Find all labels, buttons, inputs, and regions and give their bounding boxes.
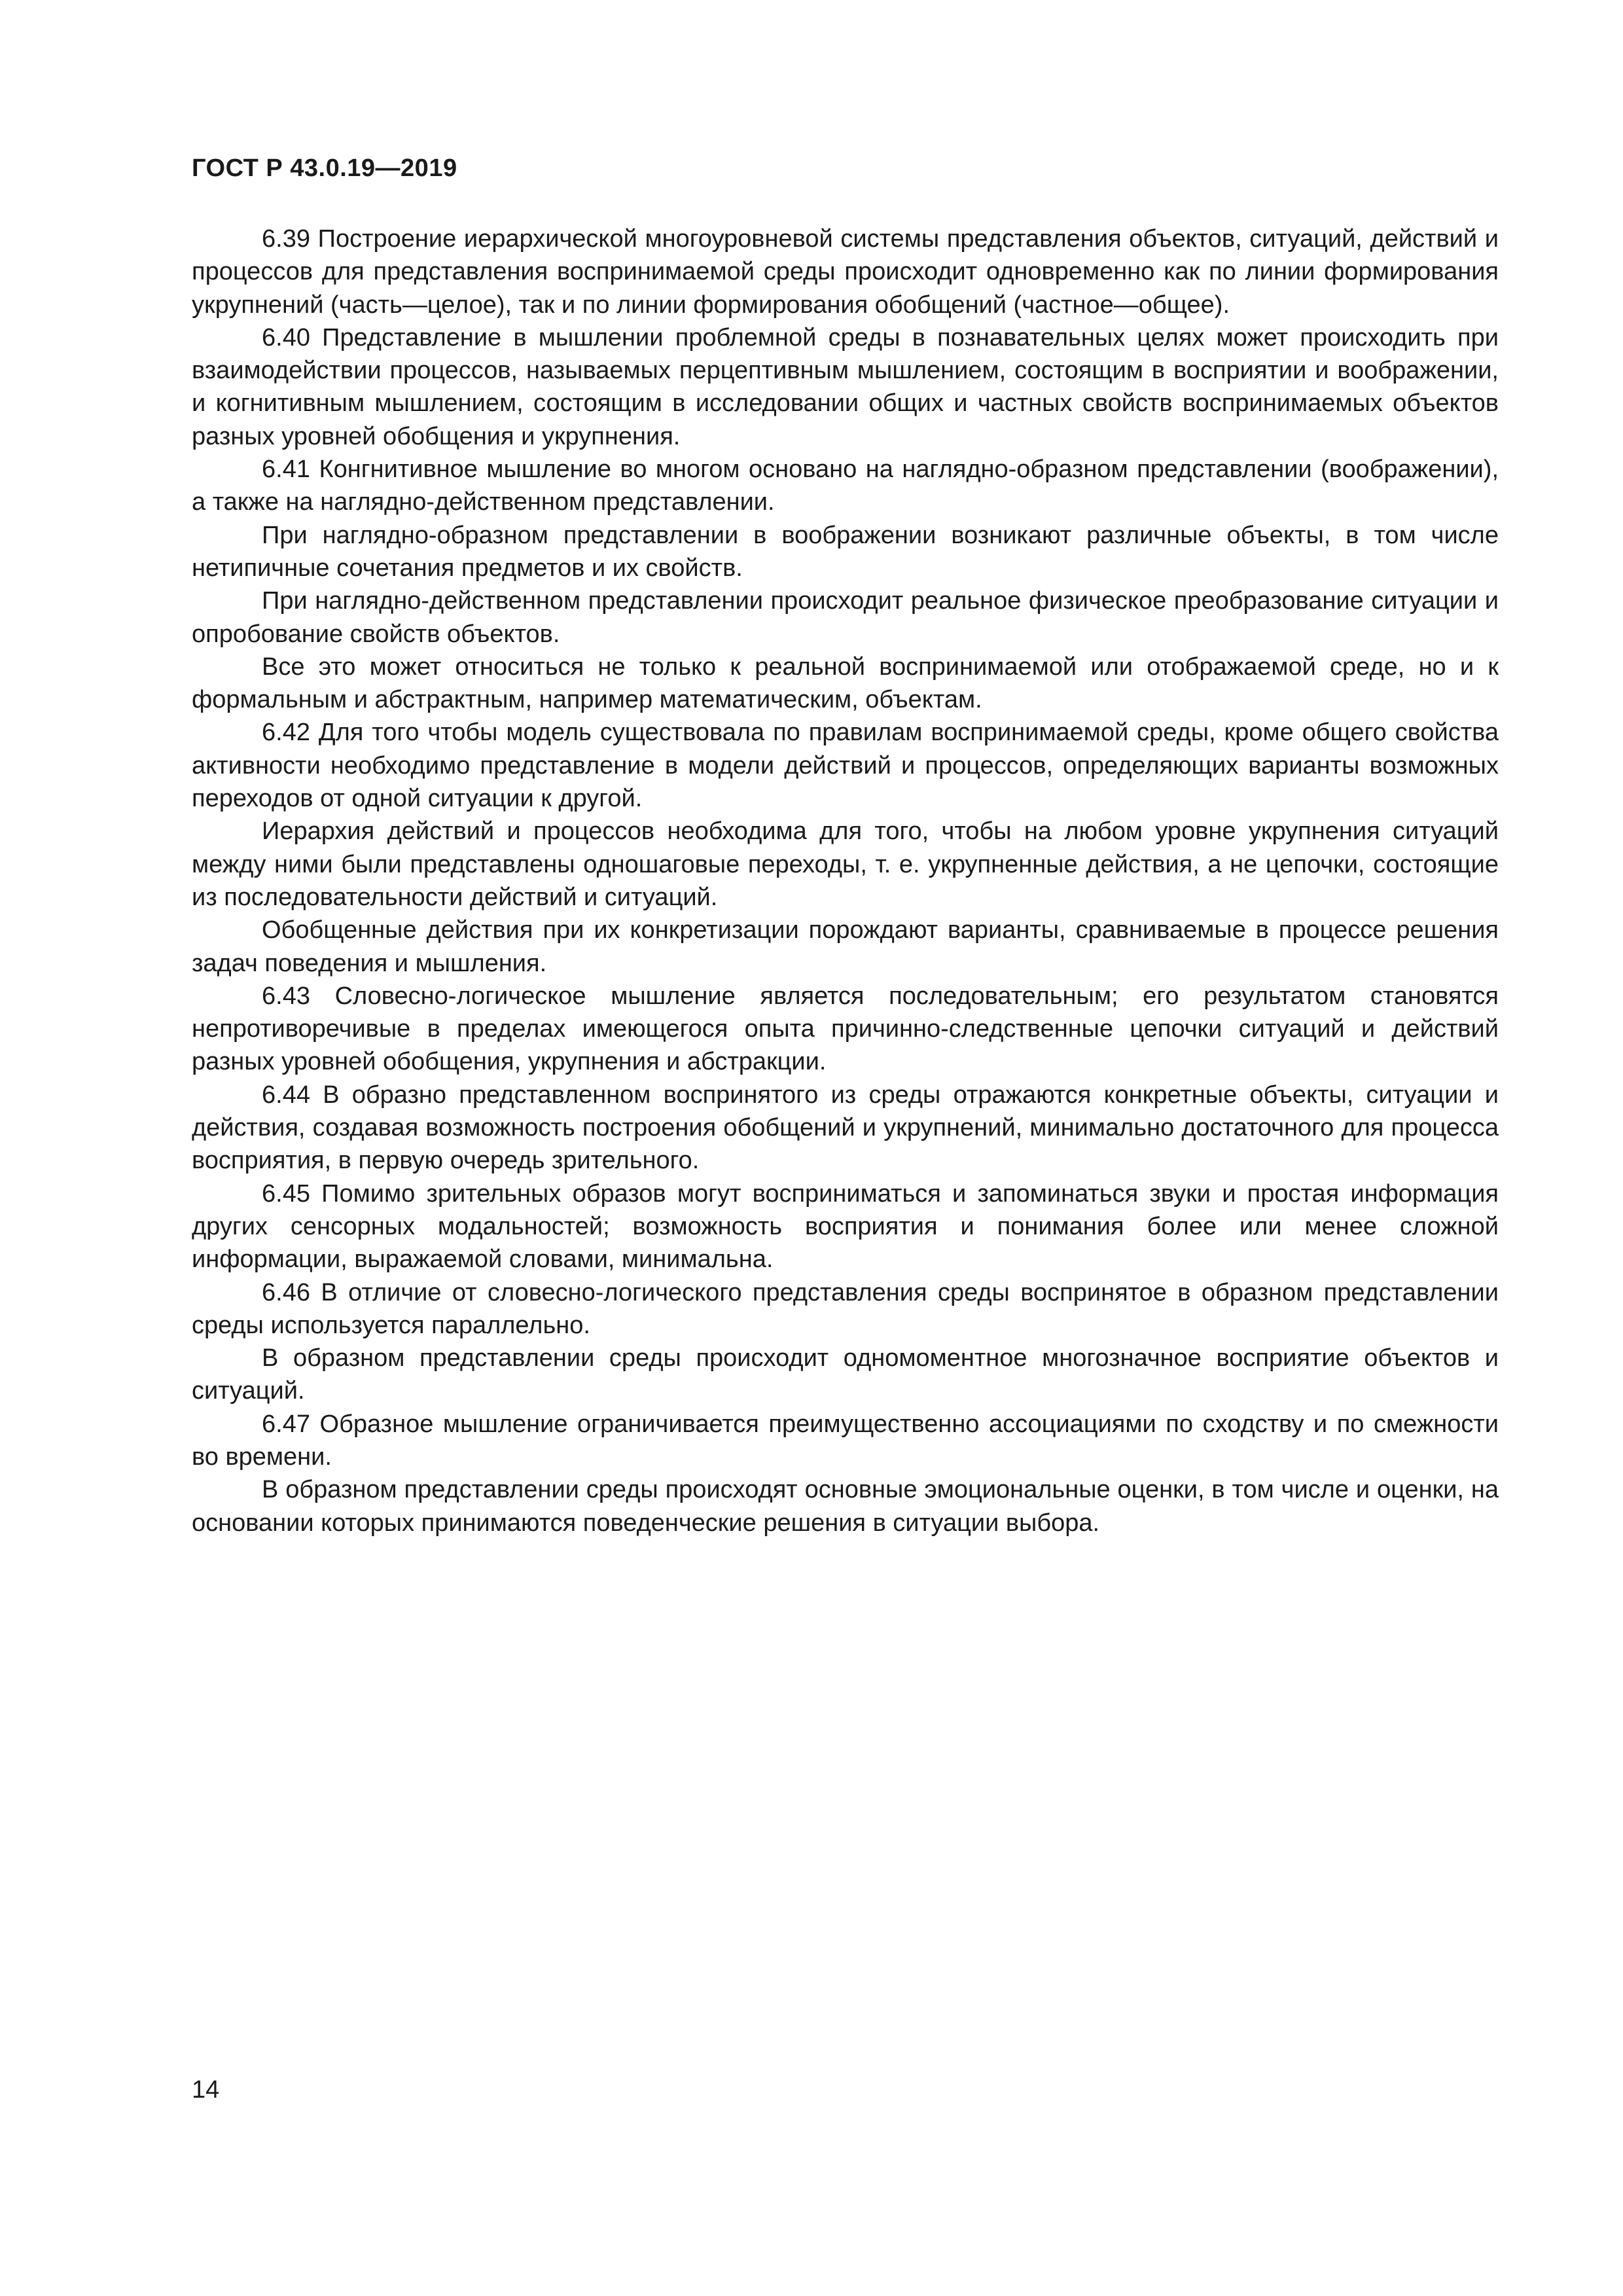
paragraph-6-41-visual-active: При наглядно-действенном представлении происходит реальное физическое преобразование ситуации и опробование свойств объектов. (192, 587, 1499, 648)
paragraph-6-41-abstract: Все это может относиться не только к реальной воспринимаемой или отображаемой среде, но и к формальным и абстрактным, например математическим, объектам. (192, 653, 1499, 714)
paragraph-6-46-simultaneous: В образном представлении среды происходит одномоментное многозначное восприятие объектов и ситуаций. (192, 1344, 1499, 1405)
paragraph-6-40: 6.40 Представление в мышлении проблемной среды в познавательных целях может происходить при взаимодействии процессов, называемых перцептивным мышлением, состоящим в восприятии и воображении, и когнитивным мышлением, состоящим в исследовании общих и частных свойств воспринимаемых объектов разных уровней обобщения и укрупнения. (192, 323, 1499, 450)
paragraph-6-39: 6.39 Построение иерархической многоуровневой системы представления объектов, ситуаций, действий и процессов для представления воспринимаемой среды происходит одновременно как по линии формирования укрупнений (часть—целое), так и по линии формирования обобщений (частное—общее). (192, 225, 1499, 319)
paragraph-6-42: 6.42 Для того чтобы модель существовала по правилам воспринимаемой среды, кроме общего свойства активности необходимо представление в модели действий и процессов, определяющих варианты возможных переходов от одной ситуации к другой. (192, 719, 1499, 813)
paragraph-6-47: 6.47 Образное мышление ограничивается преимущественно ассоциациями по сходству и по смежности во времени. (192, 1410, 1499, 1471)
paragraph-6-46: 6.46 В отличие от словесно-логического представления среды воспринятое в образном представлении среды используется параллельно. (192, 1278, 1499, 1339)
paragraph-6-45: 6.45 Помимо зрительных образов могут восприниматься и запоминаться звуки и простая информация других сенсорных модальностей; возможность восприятия и понимания более или менее сложной информации, выражаемой словами, минимальна. (192, 1179, 1499, 1274)
paragraph-6-44: 6.44 В образно представленном воспринятого из среды отражаются конкретные объекты, ситуации и действия, создавая возможность построения обобщений и укрупнений, минимально достаточного для процесса восприятия, в первую очередь зрительного. (192, 1081, 1499, 1175)
paragraph-6-42-generalized: Обобщенные действия при их конкретизации порождают варианты, сравниваемые в процессе решения задач поведения и мышления. (192, 916, 1499, 977)
paragraph-6-43: 6.43 Словесно-логическое мышление является последовательным; его результатом становятся непротиворечивые в пределах имеющегося опыта причинно-следственные цепочки ситуаций и действий разных уровней обобщения, укрупнения и абстракции. (192, 982, 1499, 1076)
paragraph-6-42-hierarchy: Иерархия действий и процессов необходима для того, чтобы на любом уровне укрупнения ситуаций между ними были представлены одношаговые переходы, т. е. укрупненные действия, а не цепочки, состоящие из последовательности действий и ситуаций. (192, 817, 1499, 911)
paragraph-6-47-emotional: В образном представлении среды происходят основные эмоциональные оценки, в том числе и оценки, на основании которых принимаются поведенческие решения в ситуации выбора. (192, 1476, 1499, 1537)
document-code-header: ГОСТ Р 43.0.19—2019 (192, 154, 457, 182)
paragraph-6-41: 6.41 Конгнитивное мышление во многом основано на наглядно-образном представлении (воображении), а также на наглядно-действенном представлении. (192, 456, 1499, 516)
page-number: 14 (192, 2076, 220, 2104)
document-body (192, 223, 1499, 1539)
paragraph-6-41-visual-figurative: При наглядно-образном представлении в воображении возникают различные объекты, в том числе нетипичные сочетания предметов и их свойств. (192, 521, 1499, 582)
